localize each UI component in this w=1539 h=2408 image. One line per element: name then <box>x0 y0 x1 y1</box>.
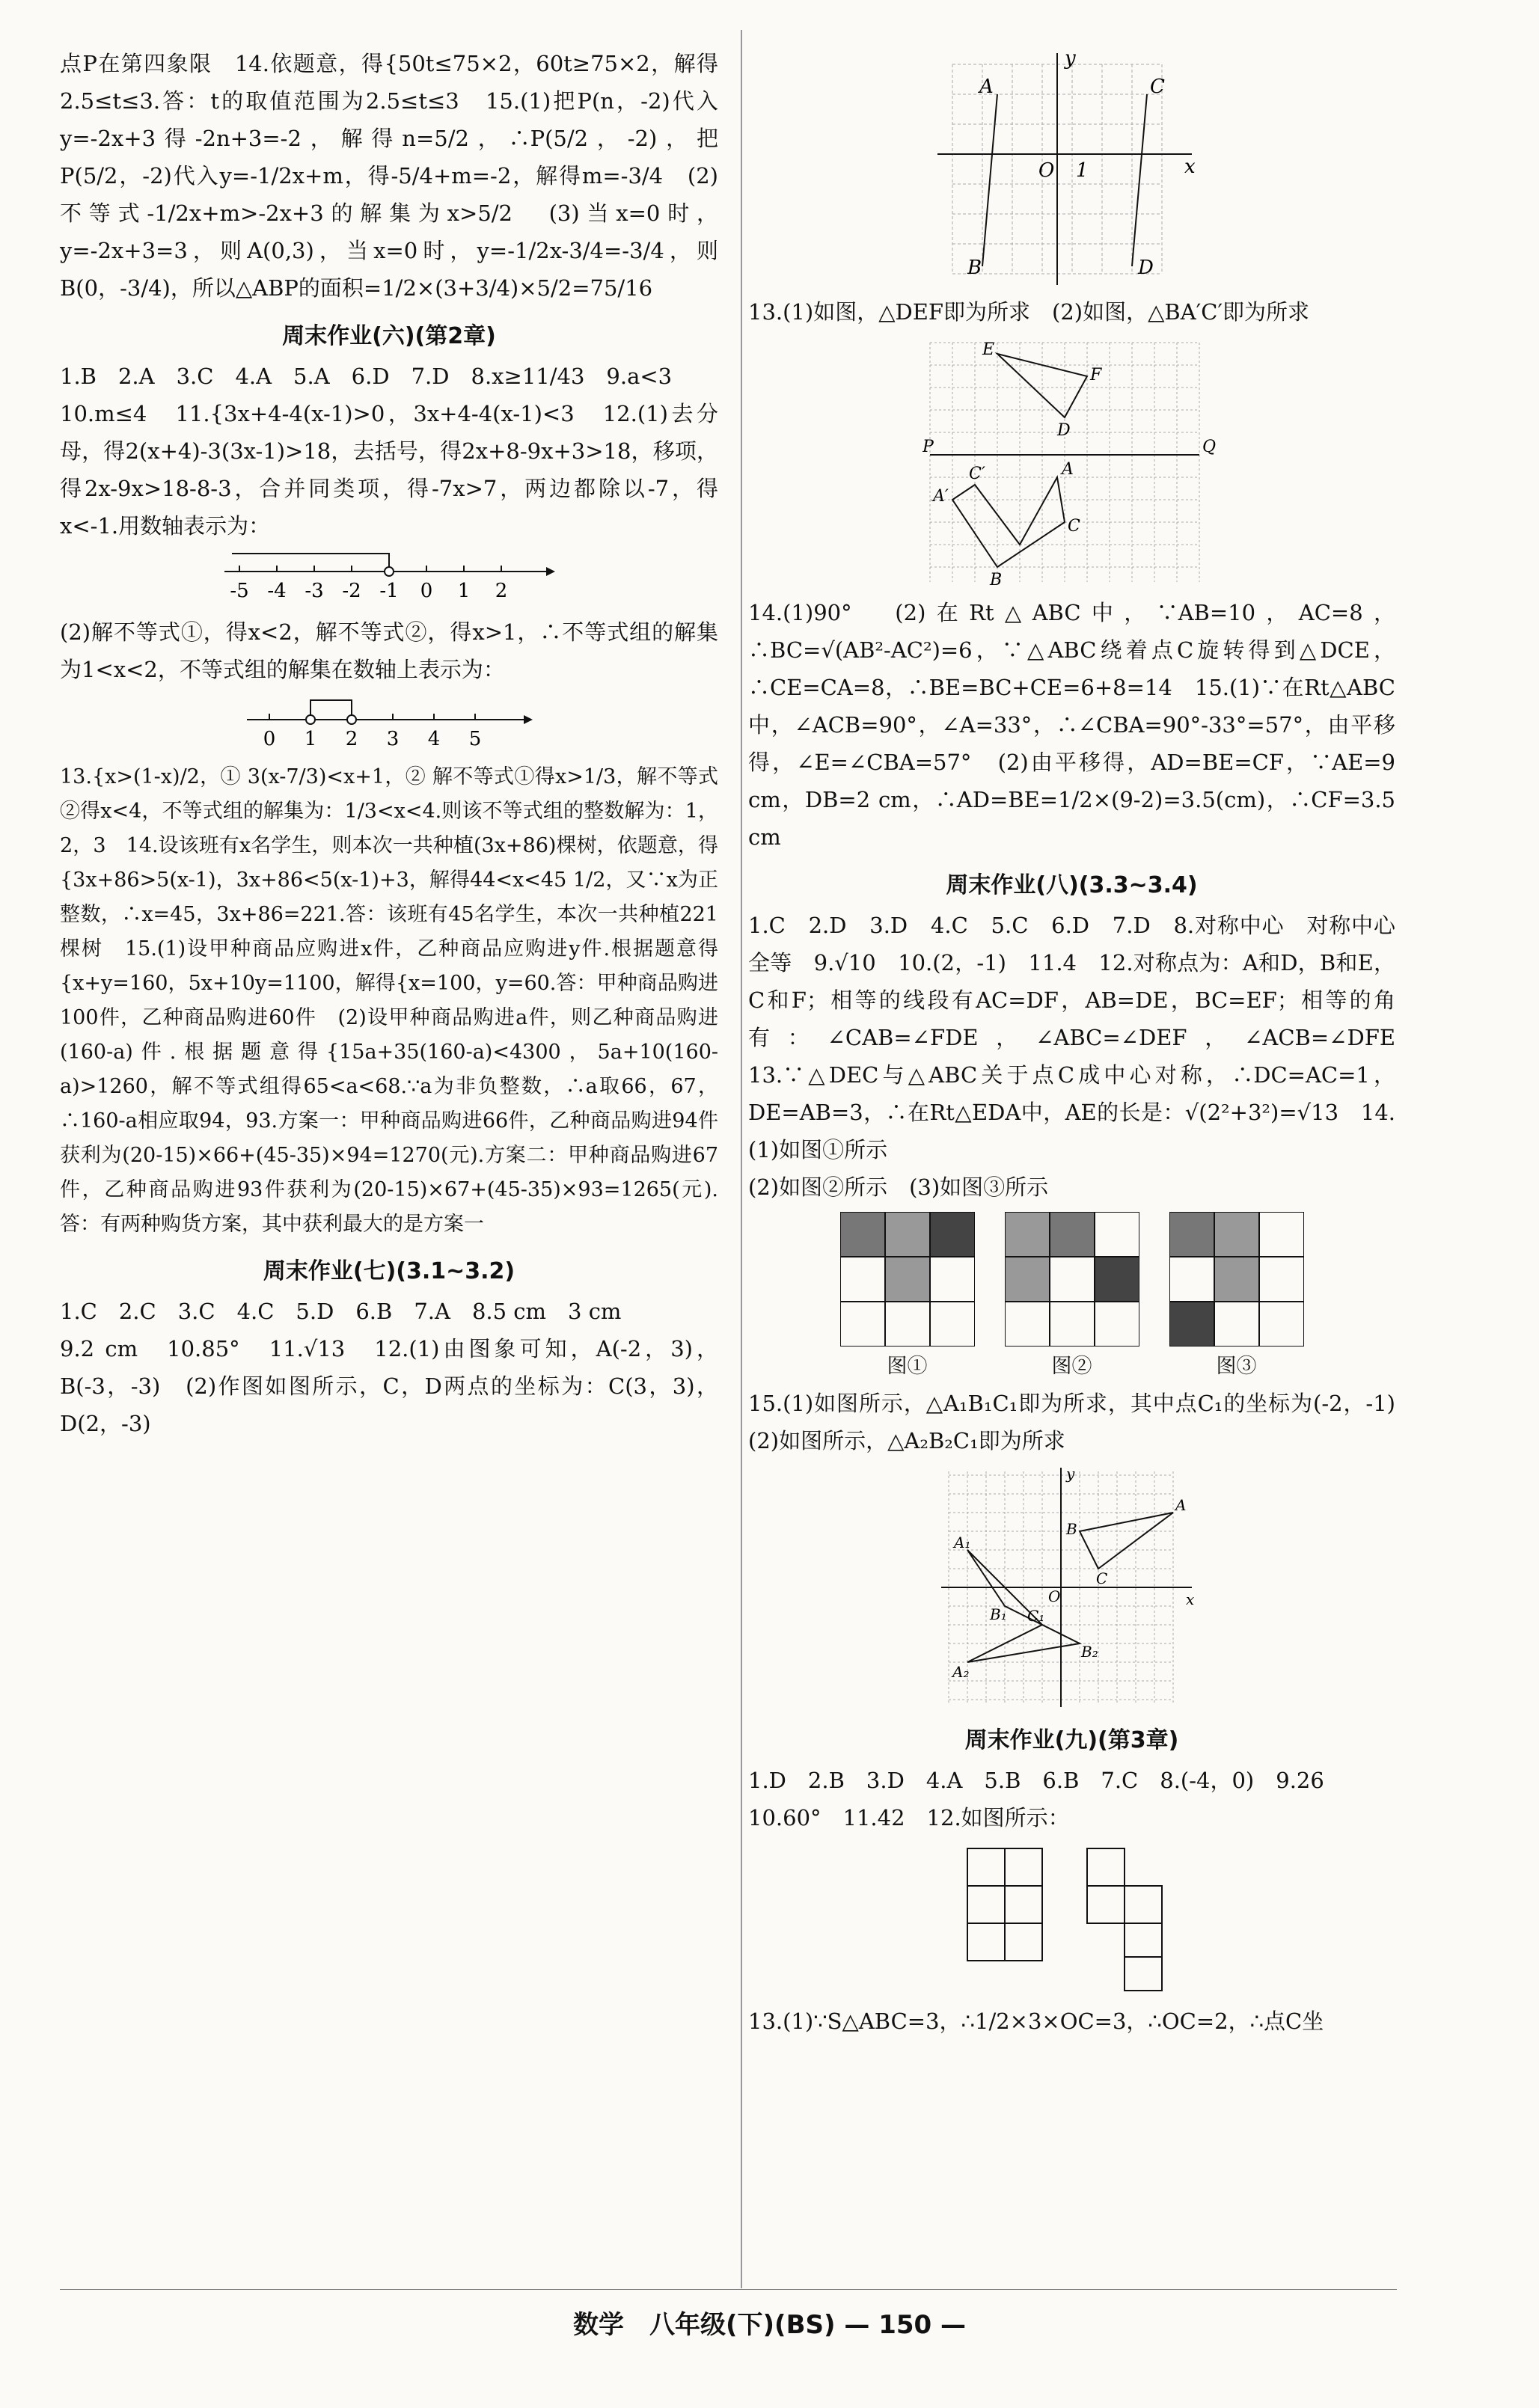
point-label: B <box>989 571 1002 589</box>
axis-label: x <box>1184 156 1196 178</box>
right-column <box>733 45 1418 2296</box>
point-label: C <box>1067 517 1080 536</box>
section-title: 周末作业(八)(3.3~3.4) <box>946 872 1198 898</box>
number-line-figure <box>217 549 561 609</box>
tick-label: -2 <box>342 580 361 602</box>
text-block: 1.D 2.B 3.D 4.A 5.B 6.B 7.C 8.(-4，0) 9.26 <box>748 1768 1324 1793</box>
point-label: A <box>1061 460 1074 479</box>
text-block: (2)解不等式①，得x<2，解不等式②，得x>1，∴不等式组的解集为1<x<2，不等式组的解集在数轴上表示为： <box>60 619 718 682</box>
point-label: A <box>1175 1496 1186 1514</box>
number-line-figure-2 <box>239 693 539 756</box>
grid-figures-row <box>748 1212 1395 1379</box>
section-title: 周末作业(七)(3.1~3.2) <box>263 1258 515 1284</box>
text-block: 10.m≤4 11.{3x+4-4(x-1)>0，3x+4-4(x-1)<3 12.(1)去分母，得2(x+4)-3(3x-1)>18，去括号，得2x+8-9x+3>18，移项，得2x-9x>18-8-3，合并同类项，得-7x>7，两边都除以-7，得x<-1.用数轴表示为： <box>60 401 718 539</box>
text-block: 13.(1)∵S△ABC=3，∴1/2×3×OC=3，∴OC=2，∴点C坐 <box>748 2009 1324 2034</box>
point-label: B₁ <box>989 1605 1007 1623</box>
footer-rule <box>60 2289 1397 2290</box>
point-label: B <box>967 257 982 279</box>
text-block: 1.C 2.D 3.D 4.C 5.C 6.D 7.D 8.对称中心 对称中心 全等 9.√10 10.(2，-1) 11.4 12.对称点为：A和D，B和E，C和F；相等的线段有AC=DF，AB=DE，BC=EF；相等的角有：∠CAB=∠FDE，∠ABC=∠DEF，∠ACB=∠DFE 13.∵△DEC与△ABC关于点C成中心对称，∴DC=AC=1，DE=AB=3，∴在Rt△EDA中，AE的长是：√(2²+3²)=√13 14.(1)如图①所示 <box>748 913 1418 1162</box>
section-title: 周末作业(九)(第3章) <box>964 1727 1179 1753</box>
tick-label: -5 <box>230 580 249 602</box>
text-block: 13.(1)如图，△DEF即为所求 (2)如图，△BA′C′即为所求 <box>748 299 1310 325</box>
point-label: A <box>979 76 994 98</box>
text-block: 点P在第四象限 14.依题意，得{50t≤75×2，60t≥75×2，解得2.5≤t≤3.答：t的取值范围为2.5≤t≤3 15.(1)把P(n，-2)代入y=-2x+3得-2n+3=-2，解得n=5/2，∴P(5/2，-2)，把P(5/2，-2)代入y=-1/2x+m，得-5/4+m=-2，解得m=-3/4 (2)不等式-1/2x+m>-2x+3的解集为x>5/2 (3)当x=0时，y=-2x+3=3，则A(0,3)，当x=0时，y=-1/2x-3/4=-3/4，则B(0，-3/4)，所以△ABP的面积=1/2×(3+3/4)×5/2=75/16 <box>60 51 718 301</box>
point-label: C′ <box>968 465 985 483</box>
left-column <box>60 45 718 2296</box>
tick-label: 0 <box>420 580 433 602</box>
text-block: 13.{x>(1-x)/2，① 3(x-7/3)<x+1，② 解不等式①得x>1/3，解不等式②得x<4，不等式组的解集为：1/3<x<4.则该不等式组的整数解为：1，2，3 14.设该班有x名学生，则本次一共种植(3x+86)棵树，依题意，得{3x+86>5(x-1)，3x+86<5(x-1)+3，解得44<x<45 1/2，又∵x为正整数，∴x=45，3x+86=221.答：该班有45名学生，本次一共种植221棵树 15.(1)设甲种商品应购进x件，乙种商品应购进y件.根据题意得{x+y=160，5x+10y=1100，解得{x=100，y=60.答：甲种商品购进100件，乙种商品购进60件 (2)设甲种商品购进a件，则乙种商品购进(160-a)件.根据题意得{15a+35(160-a)<4300，5a+10(160-a)>1260，解不等式组得65<a<68.∵a为非负整数，∴a取66，67，∴160-a相应取94，93.方案一：甲种商品购进66件，乙种商品购进94件获利为(20-15)×66+(45-35)×94=1270(元).方案二：甲种商品购进67件，乙种商品购进93件获利为(20-15)×67+(45-35)×93=1265(元).答：有两种购货方案，其中获利最大的是方案一 <box>60 765 718 1236</box>
tick-label: -3 <box>305 580 324 602</box>
tick-label: -4 <box>267 580 287 602</box>
text-block: 1.B 2.A 3.C 4.A 5.A 6.D 7.D 8.x≥11/43 9.a<3 <box>60 364 673 389</box>
text-block: 15.(1)如图所示，△A₁B₁C₁即为所求，其中点C₁的坐标为(-2，-1) (2)如图所示，△A₂B₂C₁即为所求 <box>748 1391 1418 1453</box>
point-label: E <box>982 340 994 359</box>
tick-label: -1 <box>379 580 399 602</box>
axis-label: y <box>1064 49 1076 70</box>
point-label: D <box>1137 257 1154 279</box>
cube-net-figure <box>960 1841 1184 1998</box>
point-label: P <box>922 438 934 456</box>
point-label: C <box>1149 76 1165 98</box>
point-label: B₂ <box>1080 1643 1098 1661</box>
coordinate-figure-1 <box>937 49 1207 289</box>
text-block: (2)如图②所示 (3)如图③所示 <box>748 1174 1049 1200</box>
tick-label: 1 <box>304 728 317 750</box>
tick-label: 3 <box>386 728 400 750</box>
point-label: C <box>1095 1569 1107 1587</box>
tick-label: 1 <box>457 580 471 602</box>
grid-figure-2 <box>923 335 1222 589</box>
coordinate-figure-3 <box>937 1464 1207 1711</box>
point-label: C₁ <box>1026 1607 1044 1625</box>
point-label: D <box>1056 421 1071 440</box>
tick-label: 1 <box>1075 159 1089 182</box>
text-block: 9.2 cm 10.85° 11.√13 12.(1)由图象可知，A(-2，3)，B(-3，-3) (2)作图如图所示，C，D两点的坐标为：C(3，3)，D(2，-3) <box>60 1336 718 1436</box>
axis-label: y <box>1065 1465 1074 1483</box>
point-label: Q <box>1202 438 1216 456</box>
tick-label: 4 <box>427 728 441 750</box>
figure-caption: 图② <box>1051 1355 1092 1378</box>
grid-figure-2 <box>1005 1212 1139 1379</box>
tick-label: 0 <box>263 728 276 750</box>
axis-label: x <box>1185 1590 1194 1608</box>
point-label: F <box>1089 366 1101 385</box>
text-block: 1.C 2.C 3.C 4.C 5.D 6.B 7.A 8.5 cm 3 cm <box>60 1299 622 1324</box>
text-block: 14.(1)90° (2)在Rt△ABC中，∵AB=10，AC=8，∴BC=√(AB²-AC²)=6，∵△ABC绕着点C旋转得到△DCE，∴CE=CA=8，∴BE=BC+CE=6+8=14 15.(1)∵在Rt△ABC中，∠ACB=90°，∠A=33°，∴∠CBA=90°-33°=57°，由平移得，∠E=∠CBA=57° (2)由平移得，AD=BE=CF，∵AE=9 cm，DB=2 cm，∴AD=BE=1/2×(9-2)=3.5(cm)，∴CF=3.5 cm <box>748 600 1395 850</box>
grid-figure-3 <box>1169 1212 1304 1379</box>
tick-label: 2 <box>345 728 358 750</box>
point-label: O <box>1047 1587 1060 1605</box>
grid-figure-1 <box>840 1212 975 1379</box>
section-title: 周末作业(六)(第2章) <box>282 323 496 349</box>
page-footer: 数学 八年级(下)(BS) — 150 — <box>572 2310 967 2340</box>
point-label: O <box>1038 159 1054 182</box>
point-label: A₂ <box>952 1663 969 1681</box>
tick-label: 2 <box>495 580 508 602</box>
figure-caption: 图③ <box>1216 1355 1257 1378</box>
text-block: 10.60° 11.42 12.如图所示： <box>748 1805 1070 1830</box>
point-label: B <box>1065 1520 1077 1538</box>
point-label: A′ <box>932 487 949 506</box>
figure-caption: 图① <box>887 1355 928 1378</box>
tick-label: 5 <box>468 728 482 750</box>
point-label: A₁ <box>953 1534 970 1551</box>
